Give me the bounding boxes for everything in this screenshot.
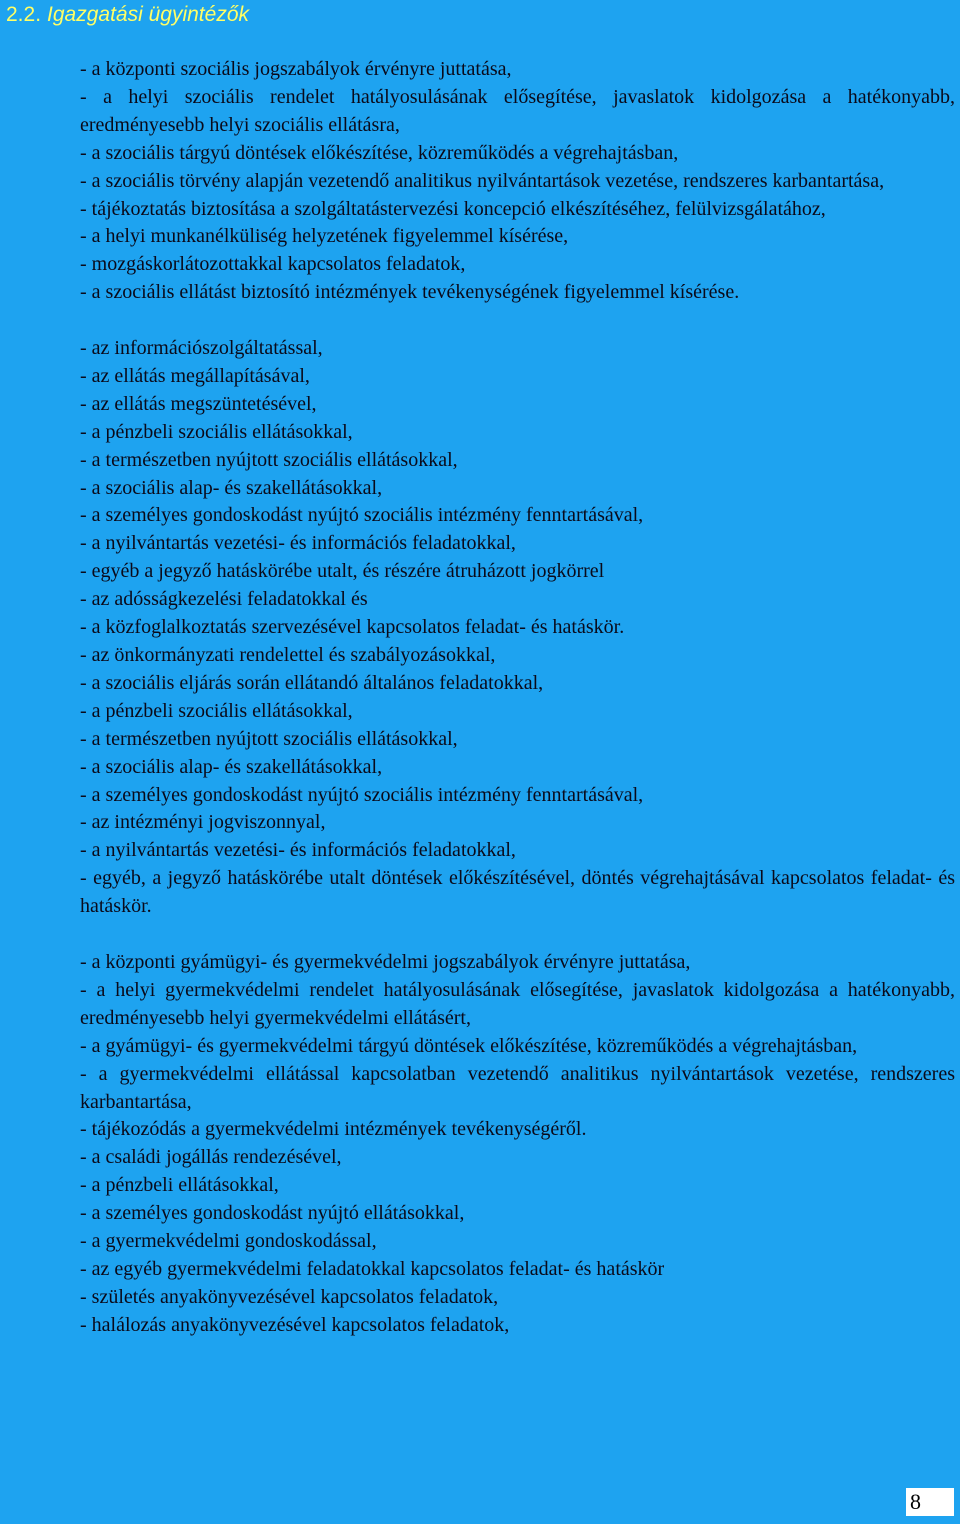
list-item: - halálozás anyakönyvezésével kapcsolatos feladatok, xyxy=(80,1313,510,1336)
list-item: - az ellátás megállapításával, xyxy=(80,364,310,387)
list-item: - az egyéb gyermekvédelmi feladatokkal kapcsolatos feladat- és hatáskör xyxy=(80,1257,665,1280)
document-body xyxy=(80,56,955,1340)
list-item: - egyéb, a jegyző hatáskörébe utalt döntések előkészítésével, döntés végrehajtásával kapcsolatos feladat- és hatáskör. xyxy=(80,867,955,918)
list-item: - a pénzbeli szociális ellátásokkal, xyxy=(80,699,353,722)
list-item: - a helyi szociális rendelet hatályosulásának elősegítése, javaslatok kidolgozása a hatékonyabb, eredményesebb helyi szociális ellátásra, xyxy=(80,85,955,136)
list-item: - tájékozódás a gyermekvédelmi intézmények tevékenységéről. xyxy=(80,1118,587,1141)
list-item: - a személyes gondoskodást nyújtó szociális intézmény fenntartásával, xyxy=(80,783,644,806)
list-item: - a családi jogállás rendezésével, xyxy=(80,1146,342,1169)
section-title: Igazgatási ügyintézők xyxy=(47,3,249,26)
list-item: - a központi gyámügyi- és gyermekvédelmi jogszabályok érvényre juttatása, xyxy=(80,950,691,973)
section-number: 2.2. xyxy=(6,3,42,26)
list-item: - a nyilvántartás vezetési- és információs feladatokkal, xyxy=(80,532,516,555)
list-item: - a helyi gyermekvédelmi rendelet hatályosulásának elősegítése, javaslatok kidolgozása a hatékonyabb, eredményesebb helyi gyermekvédelmi ellátásért, xyxy=(80,978,955,1029)
list-item: - születés anyakönyvezésével kapcsolatos feladatok, xyxy=(80,1285,499,1308)
duty-list-related-tasks xyxy=(80,335,955,921)
list-item: - a szociális ellátást biztosító intézmények tevékenységének figyelemmel kísérése. xyxy=(80,281,740,304)
list-item: - a gyermekvédelmi ellátással kapcsolatban vezetendő analitikus nyilvántartások vezetése, rendszeres karbantartása, xyxy=(80,1062,955,1113)
list-item: - a központi szociális jogszabályok érvényre juttatása, xyxy=(80,58,512,80)
list-item: - a természetben nyújtott szociális ellátásokkal, xyxy=(80,448,458,471)
duty-list-child-protection xyxy=(80,949,955,1340)
list-item: - a pénzbeli ellátásokkal, xyxy=(80,1174,279,1197)
list-item: - a természetben nyújtott szociális ellátásokkal, xyxy=(80,727,458,750)
duty-list-social xyxy=(80,56,955,307)
list-item: - az önkormányzati rendelettel és szabályozásokkal, xyxy=(80,644,496,667)
list-item: - egyéb a jegyző hatáskörébe utalt, és részére átruházott jogkörrel xyxy=(80,560,605,583)
list-item: - az intézményi jogviszonnyal, xyxy=(80,811,326,834)
list-item: - az ellátás megszüntetésével, xyxy=(80,392,317,415)
list-item: - a szociális törvény alapján vezetendő analitikus nyilvántartások vezetése, rendszeres karbantartása, xyxy=(80,169,885,192)
list-item: - a szociális alap- és szakellátásokkal, xyxy=(80,476,383,499)
list-item: - a szociális eljárás során ellátandó általános feladatokkal, xyxy=(80,671,544,694)
list-item: - a gyermekvédelmi gondoskodással, xyxy=(80,1230,377,1253)
list-item: - a személyes gondoskodást nyújtó szociális intézmény fenntartásával, xyxy=(80,504,644,527)
list-item: - a szociális alap- és szakellátásokkal, xyxy=(80,755,383,778)
section-heading xyxy=(6,2,249,28)
list-item: - tájékoztatás biztosítása a szolgáltatástervezési koncepció elkészítéséhez, felülvizsgálatához, xyxy=(80,197,826,220)
list-item: - a szociális tárgyú döntések előkészítése, közreműködés a végrehajtásban, xyxy=(80,141,679,164)
list-item: - a pénzbeli szociális ellátásokkal, xyxy=(80,420,353,443)
list-item: - az információszolgáltatással, xyxy=(80,337,323,360)
page-number: 8 xyxy=(906,1488,954,1516)
list-item: - a helyi munkanélküliség helyzetének figyelemmel kísérése, xyxy=(80,225,569,248)
list-item: - az adósságkezelési feladatokkal és xyxy=(80,588,368,611)
list-item: - a közfoglalkoztatás szervezésével kapcsolatos feladat- és hatáskör. xyxy=(80,616,625,639)
list-item: - mozgáskorlátozottakkal kapcsolatos feladatok, xyxy=(80,253,466,276)
list-item: - a gyámügyi- és gyermekvédelmi tárgyú döntések előkészítése, közreműködés a végrehajtásban, xyxy=(80,1034,858,1057)
list-item: - a nyilvántartás vezetési- és információs feladatokkal, xyxy=(80,839,516,862)
list-item: - a személyes gondoskodást nyújtó ellátásokkal, xyxy=(80,1202,465,1225)
